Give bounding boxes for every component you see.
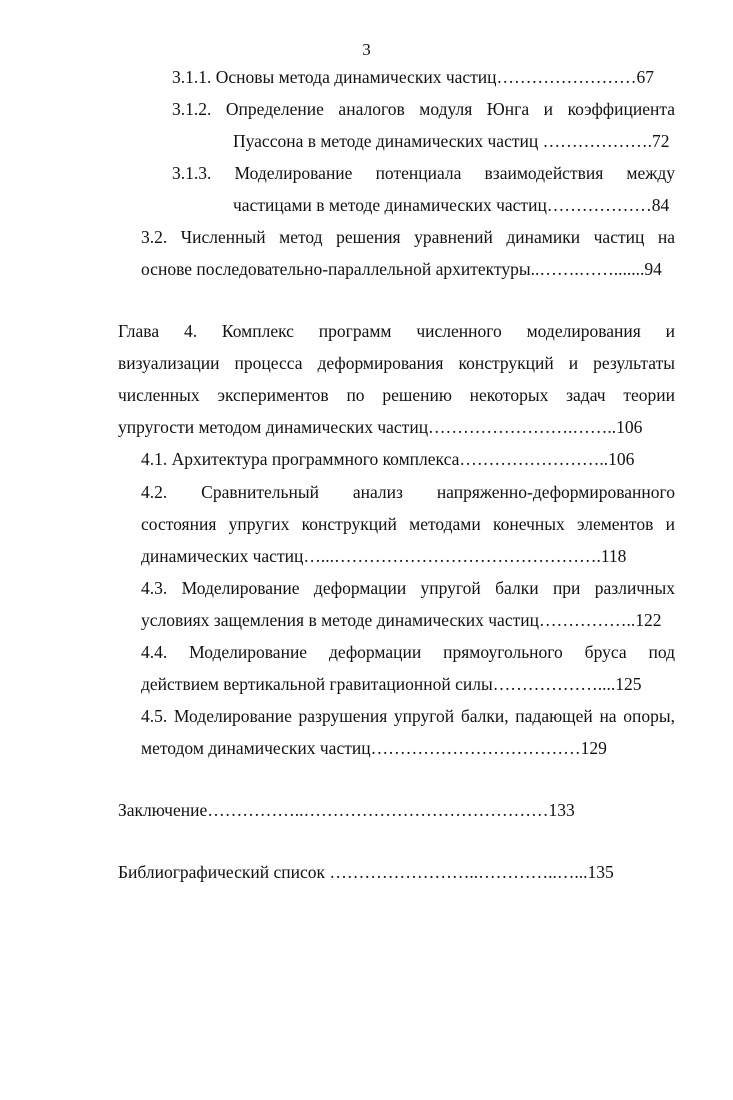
toc-chapter-4-line1: Глава 4. Комплекс программ численного моделирования и (118, 321, 675, 341)
toc-entry-3-1-3-line2: частицами в методе динамических частиц………………84 (233, 195, 670, 215)
toc-entry-4-5-line2: методом динамических частиц………………………………129 (141, 738, 607, 758)
toc-entry-4-3-line2: условиях защемления в методе динамических частиц……………..122 (141, 610, 662, 630)
toc-entry-4-2-line1: 4.2. Сравнительный анализ напряженно-деформированного (141, 482, 675, 502)
toc-entry-3-2-line2: основе последовательно-параллельной архитектуры..…….…….......94 (141, 259, 662, 279)
toc-entry-3-1-3-line1: 3.1.3. Моделирование потенциала взаимодействия между (172, 163, 675, 183)
toc-entry-4-1: 4.1. Архитектура программного комплекса……………………..106 (141, 449, 635, 469)
toc-conclusion: Заключение……………..……………………………………133 (118, 800, 575, 820)
toc-entry-4-4-line1: 4.4. Моделирование деформации прямоугольного бруса под (141, 642, 675, 662)
page-number: 3 (362, 40, 371, 59)
toc-entry-3-1-2-line1: 3.1.2. Определение аналогов модуля Юнга и коэффициента (172, 99, 675, 119)
toc-entry-4-2-line2: состояния упругих конструкций методами конечных элементов и (141, 514, 675, 534)
toc-entry-3-1-1: 3.1.1. Основы метода динамических частиц……………………67 (172, 67, 655, 87)
toc-entry-4-4-line2: действием вертикальной гравитационной силы………………....125 (141, 674, 642, 694)
toc-chapter-4-line3: численных экспериментов по решению некоторых задач теории (118, 385, 675, 405)
toc-entry-3-1-2-line2: Пуассона в методе динамических частиц ……………….72 (233, 131, 670, 151)
toc-chapter-4-line2: визуализации процесса деформирования конструкций и результаты (118, 353, 675, 373)
toc-entry-3-2-line1: 3.2. Численный метод решения уравнений динамики частиц на (141, 227, 675, 247)
toc-entry-4-2-line3: динамических частиц…...……………………………………….118 (141, 546, 627, 566)
toc-entry-4-5-line1: 4.5. Моделирование разрушения упругой балки, падающей на опоры, (141, 706, 675, 726)
toc-entry-4-3-line1: 4.3. Моделирование деформации упругой балки при различных (141, 578, 675, 598)
toc-bibliography: Библиографический список ……………………..…………..…...135 (118, 862, 614, 882)
toc-chapter-4-line4: упругости методом динамических частиц…………………….……..106 (118, 417, 643, 437)
